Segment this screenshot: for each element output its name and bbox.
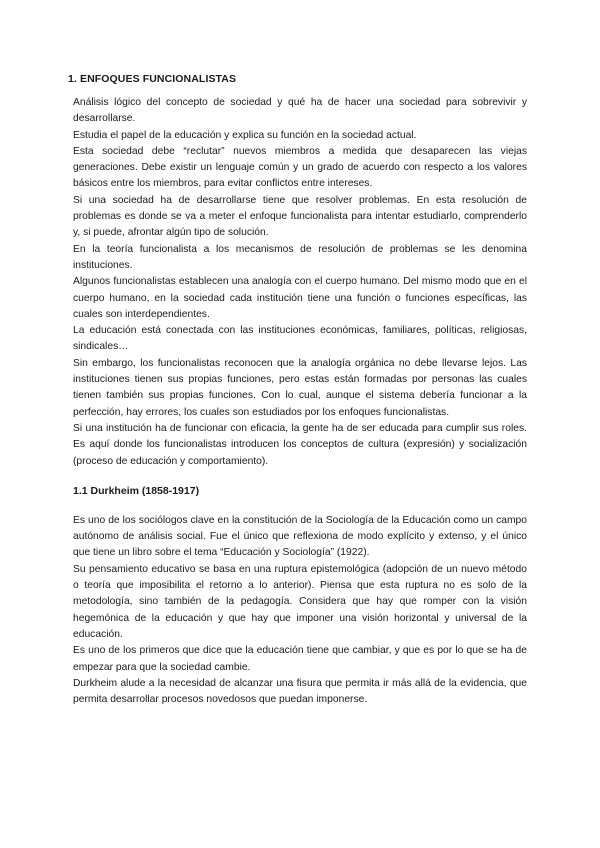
document-body	[68, 71, 527, 708]
paragraph: Si una institución ha de funcionar con eficacia, la gente ha de ser educada para cumplir sus roles. Es aquí donde los funcionalistas introducen los conceptos de cultura (expresión) y socialización (proceso de educación y comportamiento).	[73, 422, 527, 467]
paragraph: Sin embargo, los funcionalistas reconocen que la analogía orgánica no debe llevarse lejos. Las instituciones tienen sus propias funciones, pero estas están formadas por personas las cuales tienen también sus propias funciones. Con lo cual, aunque el sistema debería funcionar a la perfección, hay errores, los cuales son estudiados por los enfoques funcionalistas.	[73, 357, 527, 418]
paragraph: Durkheim alude a la necesidad de alcanzar una fisura que permita ir más allá de la evidencia, que permita desarrollar procesos novedosos que puedan imponerse.	[73, 677, 527, 706]
section-enfoques-funcionalistas	[68, 71, 527, 470]
subsection-heading: 1.1 Durkheim (1858-1917)	[73, 484, 200, 497]
paragraph: En la teoría funcionalista a los mecanismos de resolución de problemas se les denomina instituciones.	[73, 243, 527, 271]
paragraph: Es uno de los primeros que dice que la educación tiene que cambiar, y que es por lo que se ha de empezar para que la sociedad cambie.	[73, 645, 527, 673]
paragraph: Estudia el papel de la educación y explica su función en la sociedad actual.	[73, 129, 417, 141]
paragraph: Es uno de los sociólogos clave en la constitución de la Sociología de la Educación como un campo autónomo de análisis social. Fue el único que reflexiona de modo explícito y extenso, y el único que tiene un libro sobre el tema “Educación y Sociología” (1922).	[73, 514, 527, 559]
paragraph: Esta sociedad debe “reclutar” nuevos miembros a medida que desaparecen las viejas generaciones. Debe existir un lenguaje común y un grado de acuerdo con respecto a los valores básicos entre los miembros, para evitar conflictos entre intereses.	[73, 145, 527, 190]
paragraph: La educación está conectada con las instituciones económicas, familiares, políticas, religiosas, sindicales…	[73, 325, 527, 353]
paragraph: Algunos funcionalistas establecen una analogía con el cuerpo humano. Del mismo modo que en el cuerpo humano, en la sociedad cada institución tiene una función o funciones específicas, las cuales son interdependientes.	[73, 276, 527, 320]
paragraph: Análisis lógico del concepto de sociedad y qué ha de hacer una sociedad para sobrevivir y desarrollarse.	[73, 97, 527, 125]
section-heading: 1. ENFOQUES FUNCIONALISTAS	[68, 73, 237, 85]
section-durkheim	[73, 483, 527, 709]
paragraph: Su pensamiento educativo se basa en una ruptura epistemológica (adopción de un nuevo método o teoría que imposibilita el retorno a lo anterior). Piensa que esta ruptura no es solo de la metodología, sino también de la pedagogía. Considera que hay que romper con la visión hegemónica de la educación y que hay que imponer una visión horizontal y universal de la educación.	[73, 563, 527, 640]
paragraph: Si una sociedad ha de desarrollarse tiene que resolver problemas. En esta resolución de problemas es donde se va a meter el enfoque funcionalista para intentar estudiarlo, comprenderlo y, si puede, afrontar algún tipo de solución.	[73, 194, 527, 239]
